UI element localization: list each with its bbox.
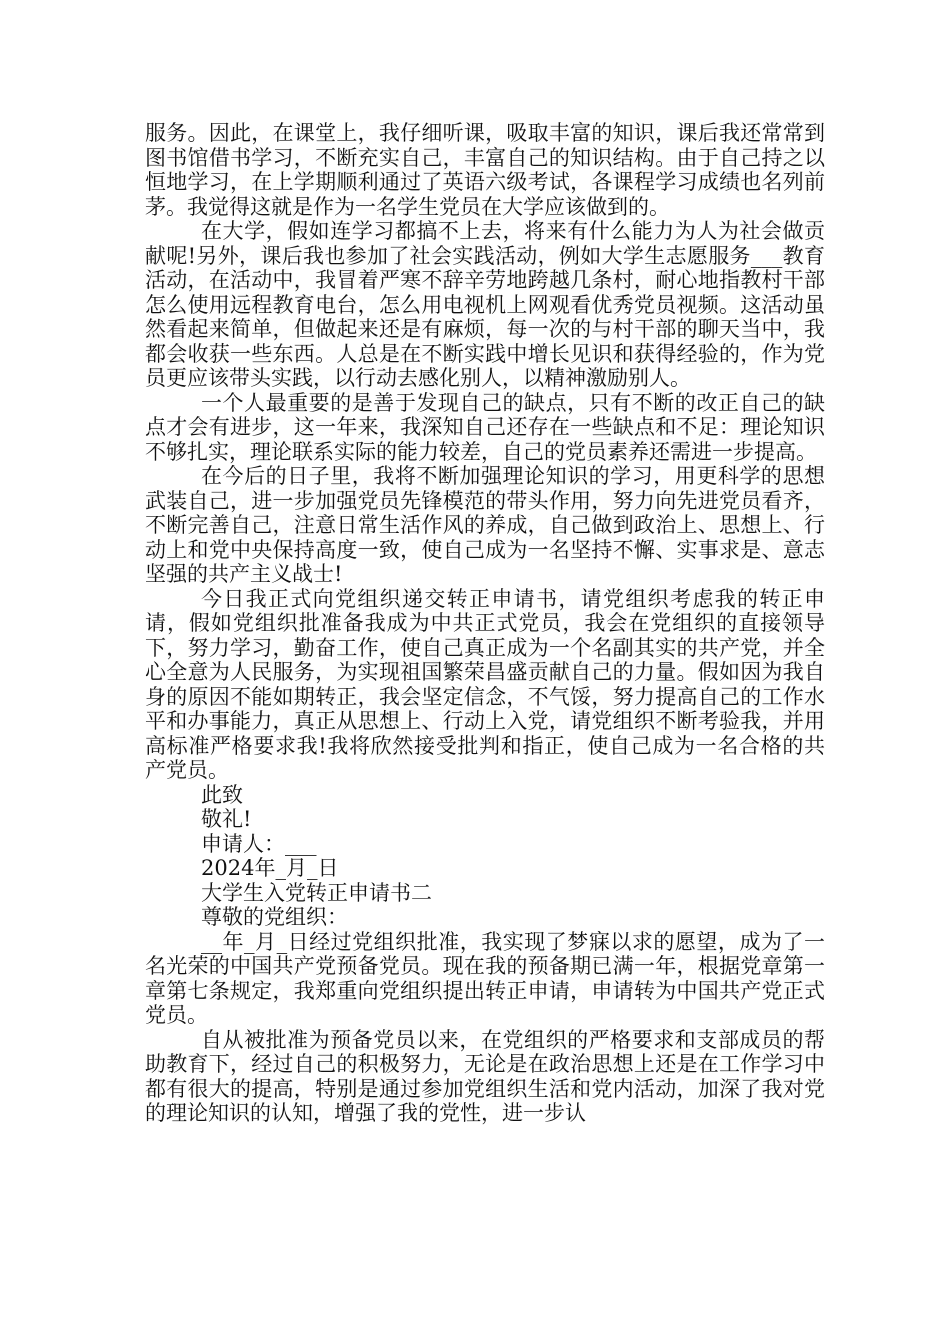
second-letter-salutation: 尊敬的党组织： [201, 905, 348, 929]
second-paragraph-1: __年_月_日经过党组织批准，我实现了梦寐以求的愿望，成为了一名光荣的中国共产党预备党员。现在我的预备期已满一年，根据党章第一章第七条规定，我郑重向党组织提出转正申请，申请转为中国共产党正式党员。 [145, 929, 825, 1027]
second-paragraph-2: 自从被批准为预备党员以来，在党组织的严格要求和支部成员的帮助教育下，经过自己的积极努力，无论是在政治思想上还是在工作学习中都有很大的提高，特别是通过参加党组织生活和党内活动，加深了我对党的理论知识的认知，增强了我的党性，进一步认 [145, 1027, 825, 1125]
closing-salutation: 此致 [201, 782, 243, 807]
paragraph-1: 服务。因此，在课堂上，我仔细听课，吸取丰富的知识，课后我还常常到图书馆借书学习，不断充实自己，丰富自己的知识结构。由于自己持之以恒地学习，在上学期顺利通过了英语六级考试，各课程学习成绩也名列前茅。我觉得这就是作为一名学生党员在大学应该做到的。 [145, 121, 825, 219]
paragraph-4: 在今后的日子里，我将不断加强理论知识的学习，用更科学的思想武装自己，进一步加强党员先锋模范的带头作用，努力向先进党员看齐，不断完善自己，注意日常生活作风的养成，自己做到政治上、思想上、行动上和党中央保持高度一致，使自己成为一名坚持不懈、实事求是、意志坚强的共产主义战士! [145, 464, 825, 586]
paragraph-2: 在大学，假如连学习都搞不上去，将来有什么能力为人为社会做贡献呢!另外，课后我也参加了社会实践活动，例如大学生志愿服务___教育活动，在活动中，我冒着严寒不辞辛劳地跨越几条村，耐心地指教村干部怎么使用远程教育电台，怎么用电视机上网观看优秀党员视频。这活动虽然看起来简单，但做起来还是有麻烦，每一次的与村干部的聊天当中，我都会收获一些东西。人总是在不断实践中增长见识和获得经验的，作为党员更应该带头实践，以行动去感化别人，以精神激励别人。 [145, 219, 825, 390]
date-line: 2024年_月_日 [201, 856, 339, 880]
document-body [145, 121, 825, 1126]
paragraph-3: 一个人最重要的是善于发现自己的缺点，只有不断的改正自己的缺点才会有进步，这一年来，我深知自己还存在一些缺点和不足：理论知识不够扎实，理论联系实际的能力较差，自己的党员素养还需进一步提高。 [145, 390, 825, 464]
closing-regards: 敬礼! [201, 807, 252, 831]
second-letter-title: 大学生入党转正申请书二 [201, 880, 432, 905]
paragraph-5: 今日我正式向党组织递交转正申请书，请党组织考虑我的转正申请，假如党组织批准备我成为中共正式党员，我会在党组织的直接领导下，努力学习，勤奋工作，使自己真正成为一个名副其实的共产党，并全心全意为人民服务，为实现祖国繁荣昌盛贡献自己的力量。假如因为我自身的原因不能如期转正，我会坚定信念，不气馁，努力提高自己的工作水平和办事能力，真正从思想上、行动上入党，请党组织不断考验我，并用高标准严格要求我!我将欣然接受批判和指正，使自己成为一名合格的共产党员。 [145, 586, 825, 782]
applicant-line: 申请人：___ [201, 831, 317, 856]
